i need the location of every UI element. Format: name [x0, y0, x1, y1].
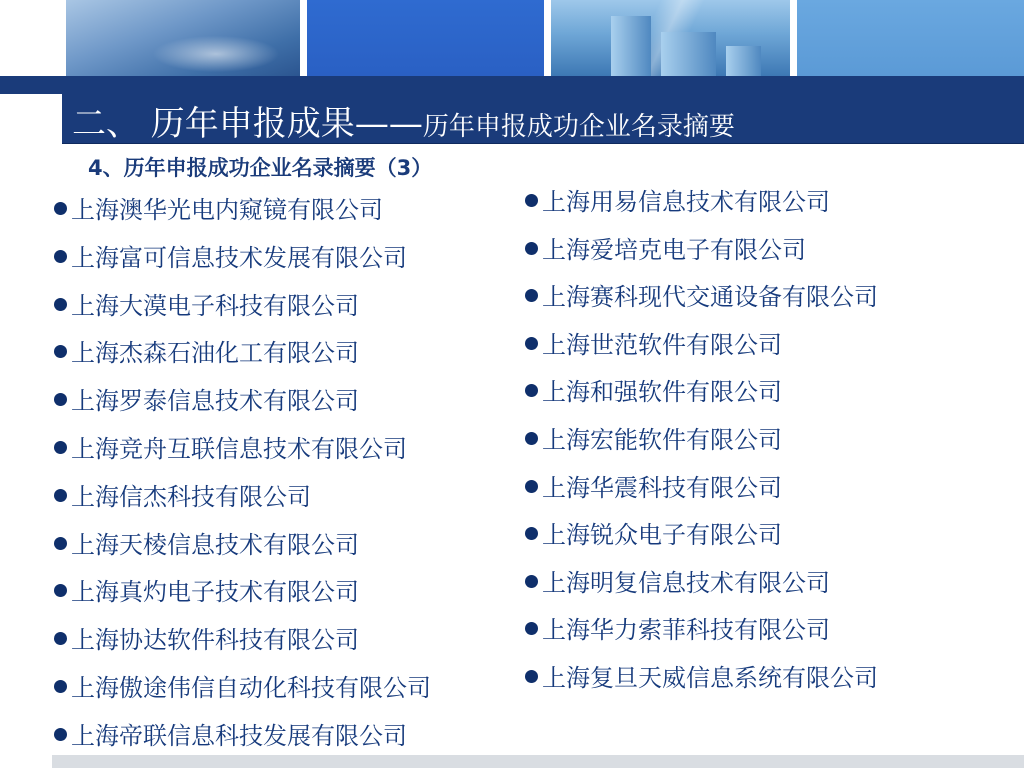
company-name: 上海和强软件有限公司: [542, 378, 782, 407]
bullet-icon: [54, 345, 67, 358]
list-item: [54, 238, 407, 273]
bullet-icon: [54, 489, 67, 502]
bullet-icon: [525, 575, 538, 588]
bullet-icon: [54, 393, 67, 406]
bullet-icon: [54, 441, 67, 454]
company-name: 上海华震科技有限公司: [542, 473, 782, 502]
company-name: 上海帝联信息科技发展有限公司: [71, 721, 407, 750]
company-name: 上海复旦天威信息系统有限公司: [542, 664, 878, 692]
company-name: 上海竞舟互联信息技术有限公司: [71, 435, 407, 463]
bullet-icon: [54, 632, 67, 645]
list-item: [54, 572, 359, 607]
bullet-icon: [54, 298, 67, 311]
list-item: [525, 468, 782, 503]
bullet-icon: [525, 432, 538, 445]
footer-bar: [52, 755, 1024, 768]
bullet-icon: [54, 250, 67, 263]
bullet-icon: [54, 202, 67, 215]
list-item: [54, 525, 359, 560]
company-name: 上海杰森石油化工有限公司: [71, 339, 359, 368]
company-name: 上海天棱信息技术有限公司: [71, 530, 359, 559]
list-item: [525, 610, 830, 645]
bullet-icon: [525, 384, 538, 397]
company-name: 上海协达软件科技有限公司: [71, 626, 359, 655]
bullet-icon: [525, 480, 538, 493]
list-item: [525, 325, 782, 360]
list-item: [54, 286, 359, 321]
title-dash: ——: [354, 104, 423, 144]
bullet-icon: [525, 670, 538, 683]
list-item: [525, 182, 830, 217]
page-title: [72, 96, 735, 145]
bullet-icon: [525, 622, 538, 635]
list-item: [525, 515, 782, 550]
bullet-icon: [525, 337, 538, 350]
bullet-icon: [54, 537, 67, 550]
bullet-icon: [525, 242, 538, 255]
list-item: [54, 716, 407, 751]
company-name: 上海傲途伟信自动化科技有限公司: [71, 674, 431, 702]
list-item: [54, 190, 383, 225]
company-name: 上海罗泰信息技术有限公司: [71, 387, 359, 416]
company-name: 上海真灼电子技术有限公司: [71, 578, 359, 607]
bullet-icon: [525, 194, 538, 207]
company-name: 上海宏能软件有限公司: [542, 426, 782, 454]
list-item: [525, 372, 782, 407]
list-item: [54, 668, 431, 703]
company-name: 上海澳华光电内窥镜有限公司: [71, 196, 383, 224]
list-item: [54, 477, 311, 512]
company-name: 上海锐众电子有限公司: [542, 521, 782, 550]
company-name: 上海富可信息技术发展有限公司: [71, 243, 407, 272]
section-subtitle: 4、历年申报成功企业名录摘要（3）: [88, 156, 433, 180]
bullet-icon: [525, 527, 538, 540]
title-sub: 历年申报成功企业名录摘要: [422, 112, 735, 142]
company-name: 上海信杰科技有限公司: [71, 482, 311, 511]
bullet-icon: [54, 584, 67, 597]
list-item: [525, 563, 830, 598]
skyscraper-photo: [551, 0, 790, 76]
sky-panel: [797, 0, 1024, 76]
header-image-strip: [0, 0, 1024, 76]
company-name: 上海大漠电子科技有限公司: [71, 291, 359, 320]
bullet-icon: [54, 728, 67, 741]
list-item: [54, 429, 407, 464]
blue-panel: [307, 0, 544, 76]
keyboard-photo: [66, 0, 300, 76]
company-name: 上海赛科现代交通设备有限公司: [542, 283, 878, 312]
list-item: [525, 230, 806, 265]
list-item: [525, 277, 878, 312]
bullet-icon: [54, 680, 67, 693]
bullet-icon: [525, 289, 538, 302]
title-bar-accent: [0, 94, 62, 144]
list-item: [54, 333, 359, 368]
company-name: 上海世范软件有限公司: [542, 330, 782, 359]
list-item: [54, 381, 359, 416]
company-name: 上海华力索菲科技有限公司: [542, 616, 830, 645]
list-item: [54, 620, 359, 655]
company-name: 上海爱培克电子有限公司: [542, 235, 806, 264]
title-main: 二、 历年申报成果: [72, 104, 355, 144]
list-item: [525, 658, 878, 693]
company-name: 上海用易信息技术有限公司: [542, 188, 830, 216]
company-name: 上海明复信息技术有限公司: [542, 568, 830, 597]
list-item: [525, 420, 782, 455]
